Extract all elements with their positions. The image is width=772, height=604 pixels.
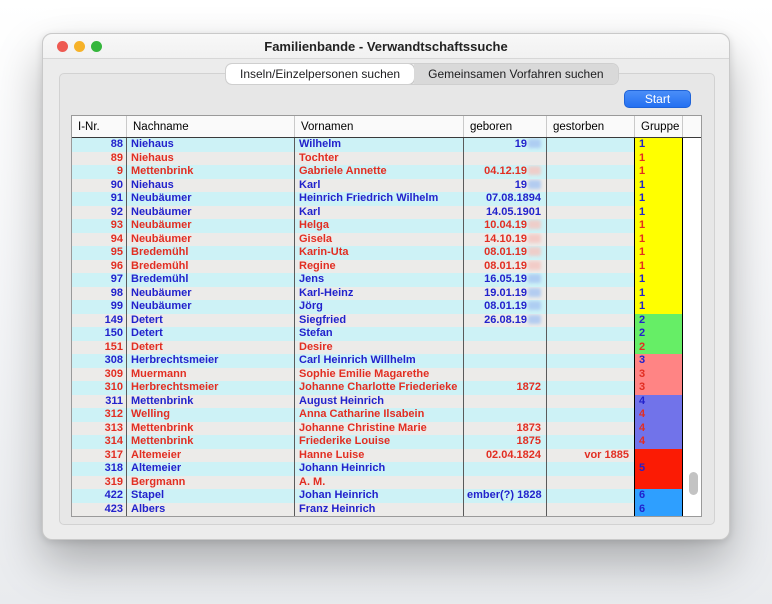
cell-geboren: 04.12.19: [464, 165, 547, 179]
cell-gestorben: [547, 260, 635, 274]
cell-gestorben: [547, 192, 635, 206]
cell-geboren: 07.08.1894: [464, 192, 547, 206]
scrollbar-gutter[interactable]: [683, 368, 701, 382]
cell-inr: 88: [72, 138, 127, 152]
cell-gruppe: 1: [635, 233, 683, 247]
cell-inr: 422: [72, 489, 127, 503]
cell-vornamen: Franz Heinrich: [295, 503, 464, 517]
scrollbar-gutter[interactable]: [683, 219, 701, 233]
cell-nachname: Neubäumer: [127, 300, 295, 314]
table-row[interactable]: [72, 422, 701, 436]
cell-gruppe: 1: [635, 219, 683, 233]
cell-inr: 96: [72, 260, 127, 274]
scrollbar-gutter[interactable]: [683, 287, 701, 301]
cell-gestorben: vor 1885: [547, 449, 635, 463]
column-header-spacer: [683, 116, 701, 137]
cell-gestorben: [547, 233, 635, 247]
scrollbar-gutter[interactable]: [683, 152, 701, 166]
table-row[interactable]: [72, 489, 701, 503]
cell-gruppe: 4: [635, 422, 683, 436]
table-row[interactable]: [72, 179, 701, 193]
cell-gruppe: 1: [635, 300, 683, 314]
table-row[interactable]: [72, 233, 701, 247]
scrollbar-gutter[interactable]: [683, 300, 701, 314]
censored-date-blur: [528, 166, 541, 175]
censored-date-blur: [528, 234, 541, 243]
cell-geboren: 1875: [464, 435, 547, 449]
cell-vornamen: Jörg: [295, 300, 464, 314]
table-row[interactable]: [72, 165, 701, 179]
tab-gemeinsame-vorfahren[interactable]: Gemeinsamen Vorfahren suchen: [414, 64, 617, 84]
cell-inr: 90: [72, 179, 127, 193]
cell-nachname: Detert: [127, 314, 295, 328]
cell-inr: 313: [72, 422, 127, 436]
censored-date-blur: [528, 139, 541, 148]
cell-vornamen: Johan Heinrich: [295, 489, 464, 503]
censored-date-blur: [528, 288, 541, 297]
cell-geboren: 14.10.19: [464, 233, 547, 247]
table-row[interactable]: [72, 449, 701, 463]
censored-date-blur: [528, 247, 541, 256]
cell-vornamen: Gisela: [295, 233, 464, 247]
cell-nachname: Bergmann: [127, 476, 295, 490]
cell-gruppe: 4: [635, 395, 683, 409]
cell-gruppe: 6: [635, 503, 683, 517]
cell-gestorben: [547, 273, 635, 287]
cell-nachname: Neubäumer: [127, 287, 295, 301]
cell-nachname: Detert: [127, 327, 295, 341]
cell-gruppe: 3: [635, 381, 683, 395]
cell-gestorben: [547, 138, 635, 152]
cell-gruppe: 2: [635, 314, 683, 328]
cell-geboren: 16.05.19: [464, 273, 547, 287]
column-header-gruppe[interactable]: Gruppe: [635, 116, 683, 137]
cell-nachname: Altemeier: [127, 462, 295, 476]
cell-vornamen: Friederike Louise: [295, 435, 464, 449]
column-header-gestorben[interactable]: gestorben: [547, 116, 635, 137]
scrollbar-gutter[interactable]: [683, 138, 701, 152]
cell-gestorben: [547, 368, 635, 382]
cell-inr: 314: [72, 435, 127, 449]
censored-date-blur: [528, 315, 541, 324]
cell-geboren: 26.08.19: [464, 314, 547, 328]
cell-geboren: 1873: [464, 422, 547, 436]
cell-geboren: [464, 368, 547, 382]
cell-gruppe: [635, 476, 683, 490]
cell-gestorben: [547, 354, 635, 368]
cell-nachname: Bredemühl: [127, 260, 295, 274]
cell-nachname: Stapel: [127, 489, 295, 503]
cell-geboren: 08.01.19: [464, 246, 547, 260]
cell-inr: 318: [72, 462, 127, 476]
table-row[interactable]: [72, 152, 701, 166]
cell-gestorben: [547, 206, 635, 220]
cell-nachname: Mettenbrink: [127, 435, 295, 449]
scrollbar-gutter[interactable]: [683, 314, 701, 328]
scrollbar-gutter[interactable]: [683, 246, 701, 260]
cell-nachname: Welling: [127, 408, 295, 422]
cell-inr: 91: [72, 192, 127, 206]
cell-geboren: 1872: [464, 381, 547, 395]
table-body: [72, 138, 701, 516]
cell-inr: 94: [72, 233, 127, 247]
cell-geboren: 08.01.19: [464, 300, 547, 314]
censored-date-blur: [528, 220, 541, 229]
scrollbar-gutter[interactable]: [683, 449, 701, 463]
table-row[interactable]: [72, 206, 701, 220]
table-row[interactable]: [72, 381, 701, 395]
cell-vornamen: Karl: [295, 179, 464, 193]
cell-gestorben: [547, 395, 635, 409]
cell-inr: 309: [72, 368, 127, 382]
cell-inr: 151: [72, 341, 127, 355]
traffic-lights: [57, 34, 102, 58]
cell-gruppe: 1: [635, 179, 683, 193]
title-bar[interactable]: [43, 34, 729, 59]
scrollbar-gutter[interactable]: [683, 179, 701, 193]
scrollbar-gutter[interactable]: [683, 408, 701, 422]
cell-inr: 150: [72, 327, 127, 341]
cell-gestorben: [547, 381, 635, 395]
cell-inr: 149: [72, 314, 127, 328]
window-title: Familienbande - Verwandtschaftssuche: [264, 38, 508, 54]
cell-inr: 308: [72, 354, 127, 368]
cell-gruppe: 4: [635, 435, 683, 449]
cell-vornamen: Sophie Emilie Magarethe: [295, 368, 464, 382]
table-header: [72, 116, 701, 138]
cell-inr: 95: [72, 246, 127, 260]
cell-vornamen: Gabriele Annette: [295, 165, 464, 179]
results-table: [71, 115, 702, 517]
table-row[interactable]: [72, 503, 701, 517]
cell-geboren: 02.04.1824: [464, 449, 547, 463]
cell-inr: 317: [72, 449, 127, 463]
cell-geboren: [464, 408, 547, 422]
cell-inr: 312: [72, 408, 127, 422]
cell-nachname: Neubäumer: [127, 192, 295, 206]
cell-geboren: [464, 462, 547, 476]
cell-geboren: [464, 152, 547, 166]
cell-gestorben: [547, 219, 635, 233]
cell-inr: 99: [72, 300, 127, 314]
column-header-inr[interactable]: I-Nr.: [72, 116, 127, 137]
cell-inr: 97: [72, 273, 127, 287]
cell-nachname: Mettenbrink: [127, 165, 295, 179]
table-row[interactable]: [72, 341, 701, 355]
table-row[interactable]: [72, 246, 701, 260]
table-row[interactable]: [72, 300, 701, 314]
cell-vornamen: Johann Heinrich: [295, 462, 464, 476]
scrollbar-gutter[interactable]: [683, 327, 701, 341]
cell-nachname: Mettenbrink: [127, 422, 295, 436]
table-row[interactable]: [72, 260, 701, 274]
cell-geboren: [464, 476, 547, 490]
table-row[interactable]: [72, 287, 701, 301]
cell-gruppe: 3: [635, 354, 683, 368]
table-row[interactable]: [72, 395, 701, 409]
cell-gestorben: [547, 327, 635, 341]
cell-inr: 311: [72, 395, 127, 409]
cell-vornamen: Jens: [295, 273, 464, 287]
cell-geboren: 19: [464, 138, 547, 152]
cell-nachname: Niehaus: [127, 152, 295, 166]
table-row[interactable]: [72, 435, 701, 449]
close-button[interactable]: [57, 41, 68, 52]
cell-gestorben: [547, 246, 635, 260]
cell-nachname: Mettenbrink: [127, 395, 295, 409]
cell-gruppe: 1: [635, 165, 683, 179]
censored-date-blur: [528, 274, 541, 283]
cell-vornamen: Heinrich Friedrich Wilhelm: [295, 192, 464, 206]
cell-nachname: Herbrechtsmeier: [127, 354, 295, 368]
scrollbar-gutter[interactable]: [683, 354, 701, 368]
cell-gruppe: [635, 449, 683, 463]
cell-inr: 92: [72, 206, 127, 220]
cell-vornamen: Johanne Charlotte Friederieke: [295, 381, 464, 395]
cell-nachname: Neubäumer: [127, 206, 295, 220]
cell-geboren: [464, 341, 547, 355]
cell-gruppe: 2: [635, 327, 683, 341]
cell-geboren: [464, 395, 547, 409]
cell-inr: 98: [72, 287, 127, 301]
table-row[interactable]: [72, 138, 701, 152]
cell-vornamen: Karl: [295, 206, 464, 220]
cell-nachname: Niehaus: [127, 179, 295, 193]
cell-vornamen: August Heinrich: [295, 395, 464, 409]
table-row[interactable]: [72, 462, 701, 476]
scrollbar-gutter[interactable]: [683, 503, 701, 517]
cell-gestorben: [547, 314, 635, 328]
cell-vornamen: Regine: [295, 260, 464, 274]
table-row[interactable]: [72, 192, 701, 206]
censored-date-blur: [528, 301, 541, 310]
cell-gruppe: 4: [635, 408, 683, 422]
cell-gestorben: [547, 165, 635, 179]
table-row[interactable]: [72, 476, 701, 490]
cell-nachname: Bredemühl: [127, 273, 295, 287]
cell-gestorben: [547, 476, 635, 490]
cell-gestorben: [547, 422, 635, 436]
cell-gruppe: 5: [635, 462, 683, 476]
cell-vornamen: Karin-Uta: [295, 246, 464, 260]
table-row[interactable]: [72, 354, 701, 368]
censored-date-blur: [528, 180, 541, 189]
vertical-scrollbar-thumb[interactable]: [689, 472, 698, 495]
cell-geboren: [464, 354, 547, 368]
cell-inr: 93: [72, 219, 127, 233]
cell-inr: 310: [72, 381, 127, 395]
cell-nachname: Herbrechtsmeier: [127, 381, 295, 395]
cell-vornamen: A. M.: [295, 476, 464, 490]
cell-nachname: Albers: [127, 503, 295, 517]
cell-gruppe: 1: [635, 206, 683, 220]
cell-nachname: Detert: [127, 341, 295, 355]
cell-gestorben: [547, 300, 635, 314]
cell-gruppe: 2: [635, 341, 683, 355]
cell-gruppe: 1: [635, 152, 683, 166]
table-row[interactable]: [72, 219, 701, 233]
column-header-geboren[interactable]: geboren: [464, 116, 547, 137]
cell-gestorben: [547, 341, 635, 355]
cell-vornamen: Anna Catharine Ilsabein: [295, 408, 464, 422]
cell-gestorben: [547, 462, 635, 476]
cell-vornamen: Desire: [295, 341, 464, 355]
cell-geboren: 19.01.19: [464, 287, 547, 301]
cell-vornamen: Stefan: [295, 327, 464, 341]
cell-gestorben: [547, 408, 635, 422]
cell-inr: 423: [72, 503, 127, 517]
tab-inseln-einzelpersonen[interactable]: Inseln/Einzelpersonen suchen: [226, 64, 414, 84]
scrollbar-gutter[interactable]: [683, 206, 701, 220]
cell-nachname: Bredemühl: [127, 246, 295, 260]
cell-vornamen: Wilhelm: [295, 138, 464, 152]
cell-geboren: 08.01.19: [464, 260, 547, 274]
tab-bar: [226, 64, 618, 84]
scrollbar-gutter[interactable]: [683, 422, 701, 436]
scrollbar-gutter[interactable]: [683, 273, 701, 287]
cell-gestorben: [547, 152, 635, 166]
cell-vornamen: Hanne Luise: [295, 449, 464, 463]
scrollbar-gutter[interactable]: [683, 341, 701, 355]
column-header-nachname[interactable]: Nachname: [127, 116, 295, 137]
minimize-button[interactable]: [74, 41, 85, 52]
scrollbar-gutter[interactable]: [683, 192, 701, 206]
cell-inr: 9: [72, 165, 127, 179]
table-row[interactable]: [72, 327, 701, 341]
scrollbar-gutter[interactable]: [683, 260, 701, 274]
cell-inr: 89: [72, 152, 127, 166]
cell-nachname: Niehaus: [127, 138, 295, 152]
table-row[interactable]: [72, 368, 701, 382]
column-header-vornamen[interactable]: Vornamen: [295, 116, 464, 137]
scrollbar-gutter[interactable]: [683, 381, 701, 395]
cell-gestorben: [547, 489, 635, 503]
cell-geboren: 19: [464, 179, 547, 193]
cell-nachname: Muermann: [127, 368, 295, 382]
cell-geboren: 14.05.1901: [464, 206, 547, 220]
cell-geboren: 10.04.19: [464, 219, 547, 233]
scrollbar-gutter[interactable]: [683, 233, 701, 247]
cell-gestorben: [547, 287, 635, 301]
cell-gruppe: 1: [635, 192, 683, 206]
cell-gruppe: 1: [635, 273, 683, 287]
cell-gruppe: 1: [635, 246, 683, 260]
cell-gestorben: [547, 179, 635, 193]
cell-gestorben: [547, 435, 635, 449]
cell-inr: 319: [72, 476, 127, 490]
table-row[interactable]: [72, 314, 701, 328]
table-row[interactable]: [72, 408, 701, 422]
cell-gruppe: 3: [635, 368, 683, 382]
cell-vornamen: Johanne Christine Marie: [295, 422, 464, 436]
app-window: [42, 33, 730, 540]
cell-vornamen: Tochter: [295, 152, 464, 166]
cell-geboren: [464, 503, 547, 517]
cell-gestorben: [547, 503, 635, 517]
cell-vornamen: Helga: [295, 219, 464, 233]
cell-geboren: ember(?) 1828: [464, 489, 547, 503]
cell-vornamen: Karl-Heinz: [295, 287, 464, 301]
cell-gruppe: 1: [635, 260, 683, 274]
cell-gruppe: 1: [635, 138, 683, 152]
cell-vornamen: Carl Heinrich Willhelm: [295, 354, 464, 368]
cell-vornamen: Siegfried: [295, 314, 464, 328]
scrollbar-gutter[interactable]: [683, 435, 701, 449]
censored-date-blur: [528, 261, 541, 270]
scrollbar-gutter[interactable]: [683, 395, 701, 409]
table-row[interactable]: [72, 273, 701, 287]
cell-nachname: Neubäumer: [127, 233, 295, 247]
cell-gruppe: 6: [635, 489, 683, 503]
cell-nachname: Neubäumer: [127, 219, 295, 233]
zoom-button[interactable]: [91, 41, 102, 52]
scrollbar-gutter[interactable]: [683, 165, 701, 179]
start-button[interactable]: Start: [624, 90, 691, 108]
cell-gruppe: 1: [635, 287, 683, 301]
cell-nachname: Altemeier: [127, 449, 295, 463]
cell-geboren: [464, 327, 547, 341]
